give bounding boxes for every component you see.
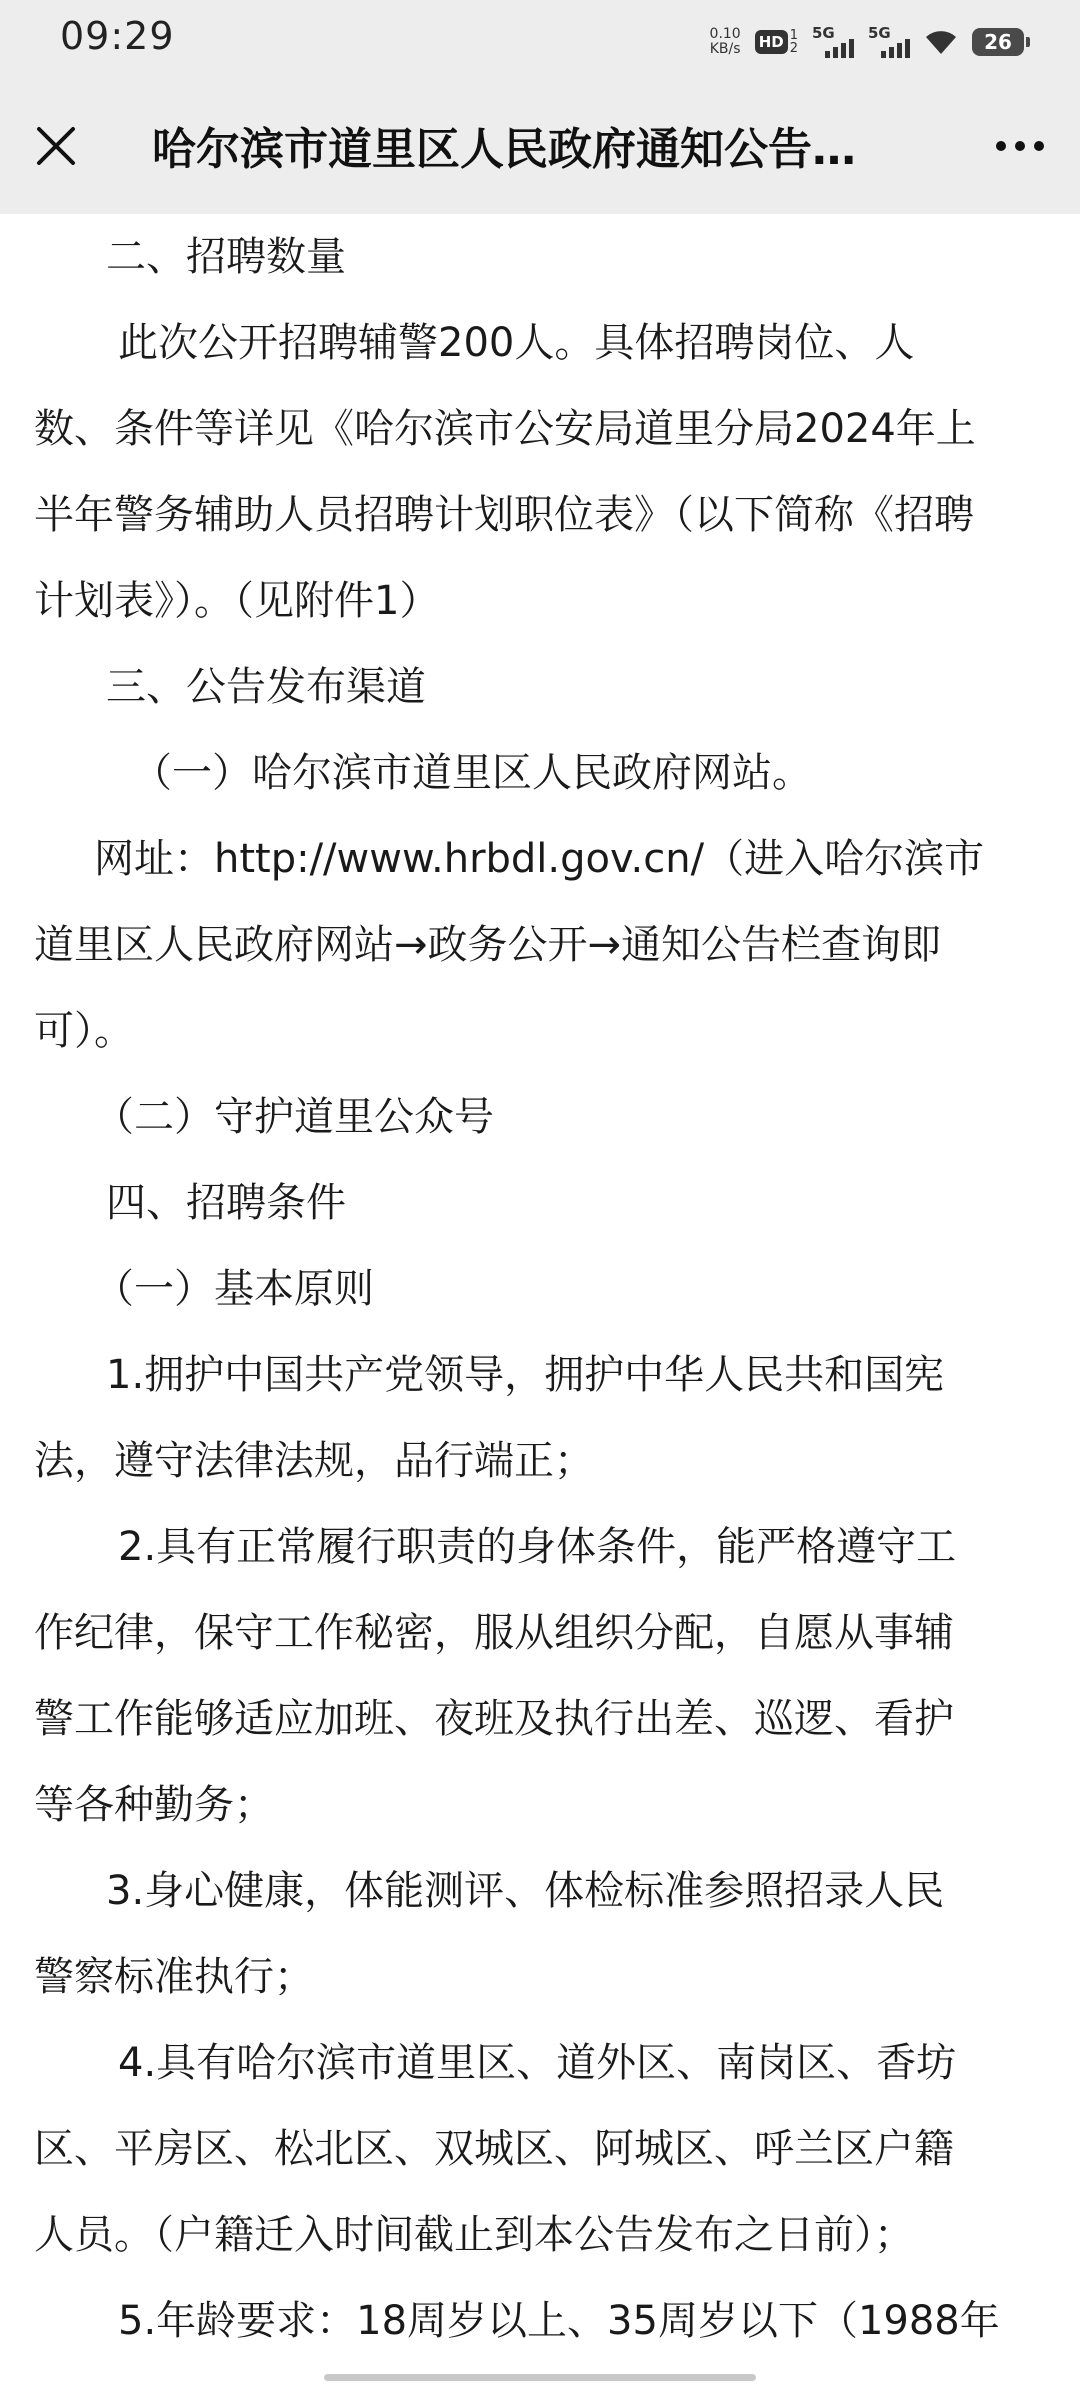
close-icon <box>36 126 76 166</box>
home-indicator[interactable] <box>324 2374 756 2381</box>
paragraph-line: 1.拥护中国共产党领导，拥护中华人民共和国宪 <box>106 1352 945 1398</box>
paragraph-line: 4.具有哈尔滨市道里区、道外区、南岗区、香坊 <box>118 2040 957 2086</box>
article-body <box>0 214 1080 2388</box>
more-icon <box>996 141 1006 151</box>
paragraph-line: 可）。 <box>34 1008 134 1054</box>
section-heading: 二、招聘数量 <box>106 234 346 280</box>
paragraph-line: 计划表》）。（见附件1） <box>34 578 440 624</box>
signal-label: 5G <box>812 24 835 42</box>
paragraph-line: 道里区人民政府网站→政务公开→通知公告栏查询即 <box>34 922 942 968</box>
hd-sub: 2 <box>789 41 798 56</box>
network-speed-unit: KB/s <box>709 41 741 57</box>
network-speed <box>710 27 741 57</box>
network-speed-value: 0.10 <box>709 26 741 42</box>
battery-icon <box>972 28 1024 56</box>
paragraph-line: 半年警务辅助人员招聘计划职位表》（以下简称《招聘 <box>34 492 974 538</box>
signal-label-2: 5G <box>868 24 891 42</box>
paragraph-line: 区、平房区、松北区、双城区、阿城区、呼兰区户籍 <box>34 2126 954 2172</box>
status-bar <box>0 0 1080 82</box>
paragraph-line: 5.年龄要求：18周岁以上、35周岁以下（1988年 <box>118 2298 1000 2344</box>
paragraph-line: 2.具有正常履行职责的身体条件，能严格遵守工 <box>118 1524 957 1570</box>
paragraph-line: 数、条件等详见《哈尔滨市公安局道里分局2024年上 <box>34 406 976 452</box>
paragraph-line: 3.身心健康，体能测评、体检标准参照招录人民 <box>106 1868 945 1914</box>
website-url-line: 网址：http://www.hrbdl.gov.cn/（进入哈尔滨市 <box>94 836 985 882</box>
status-time: 09:29 <box>60 14 175 58</box>
battery-level: 26 <box>984 30 1012 54</box>
paragraph-line: 警察标准执行； <box>34 1954 314 2000</box>
signal-5g-icon-2 <box>868 24 910 60</box>
wifi-icon <box>924 28 958 56</box>
hd-sup: 1 <box>789 28 798 43</box>
paragraph-line: （一）哈尔滨市道里区人民政府网站。 <box>132 750 812 796</box>
paragraph-line: 人员。（户籍迁入时间截止到本公告发布之日前）； <box>34 2212 914 2258</box>
close-button[interactable] <box>22 112 90 180</box>
hd-voice-icon <box>755 29 798 55</box>
section-heading: 三、公告发布渠道 <box>106 664 426 710</box>
paragraph-line: 警工作能够适应加班、夜班及执行出差、巡逻、看护 <box>34 1696 954 1742</box>
paragraph-line: （二）守护道里公众号 <box>94 1094 494 1140</box>
more-options-button[interactable] <box>980 112 1060 180</box>
paragraph-line: 等各种勤务； <box>34 1782 274 1828</box>
paragraph-line: 作纪律，保守工作秘密，服从组织分配，自愿从事辅 <box>34 1610 954 1656</box>
signal-5g-icon <box>812 24 854 60</box>
page-title: 哈尔滨市道里区人民政府通知公告… <box>152 124 856 175</box>
nav-bar <box>0 82 1080 214</box>
subsection-heading: （一）基本原则 <box>94 1266 374 1312</box>
paragraph-line: 法，遵守法律法规，品行端正； <box>34 1438 594 1484</box>
status-icons <box>710 20 1024 64</box>
hd-label: HD <box>755 30 788 54</box>
section-heading: 四、招聘条件 <box>106 1180 346 1226</box>
paragraph-line: 此次公开招聘辅警200人。具体招聘岗位、人 <box>118 320 915 366</box>
